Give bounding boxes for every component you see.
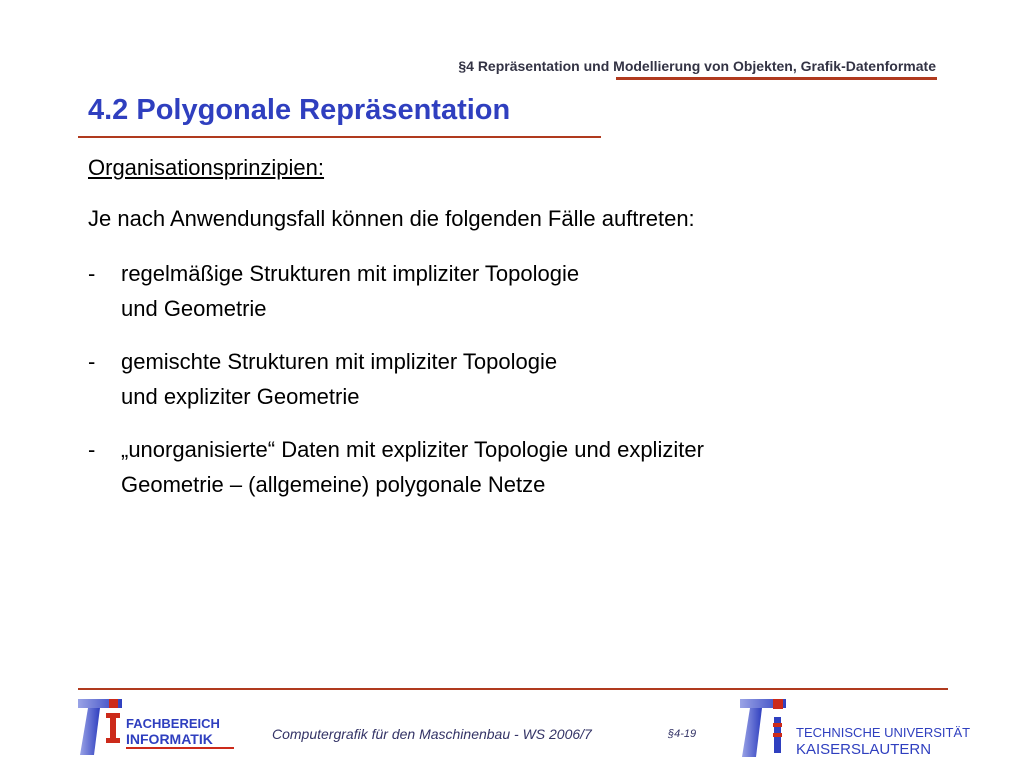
footer-rule	[78, 688, 948, 690]
list-dash: -	[88, 349, 96, 374]
title-underline	[78, 136, 601, 138]
logo-t-stem	[742, 708, 762, 757]
fachbereich-informatik-logo	[74, 697, 242, 757]
list-item-text	[121, 432, 704, 502]
logo-right-line2: KAISERSLAUTERN	[796, 741, 932, 758]
logo-left-line2: INFORMATIK	[126, 731, 213, 747]
logo-i-dot	[773, 699, 783, 709]
intro-text: Je nach Anwendungsfall können die folgenden Fälle auftreten:	[88, 206, 695, 231]
logo-right-line1: TECHNISCHE UNIVERSITÄT	[796, 725, 971, 740]
footer-course: Computergrafik für den Maschinenbau - WS 2006/7	[272, 726, 592, 742]
logo-left-line1: FACHBEREICH	[126, 716, 220, 731]
list-item-line1: gemischte Strukturen mit impliziter Topologie	[121, 349, 558, 374]
chapter-underline	[616, 77, 937, 80]
list-item-line1: regelmäßige Strukturen mit impliziter Topologie	[121, 261, 580, 286]
list-dash: -	[88, 437, 96, 462]
list-item-line2: und Geometrie	[121, 296, 267, 321]
slide-title: 4.2 Polygonale Repräsentation	[88, 94, 511, 126]
page-number: §4-19	[668, 728, 697, 740]
list-item-line2: und expliziter Geometrie	[121, 384, 360, 409]
chapter-heading: §4 Repräsentation und Modellierung von Objekten, Grafik-Datenformate	[458, 58, 936, 74]
tu-kaiserslautern-logo	[736, 697, 971, 759]
list-dash: -	[88, 261, 96, 286]
list-item-line1: „unorganisierte“ Daten mit expliziter Topologie und expliziter	[121, 437, 704, 462]
list-item-line2: Geometrie – (allgemeine) polygonale Netze	[121, 472, 546, 497]
list-item-text	[121, 256, 579, 326]
list-item-text	[121, 344, 557, 414]
logo-t-stem	[80, 708, 100, 755]
logo-i-dot	[109, 699, 118, 708]
subheading: Organisationsprinzipien:	[88, 155, 325, 180]
